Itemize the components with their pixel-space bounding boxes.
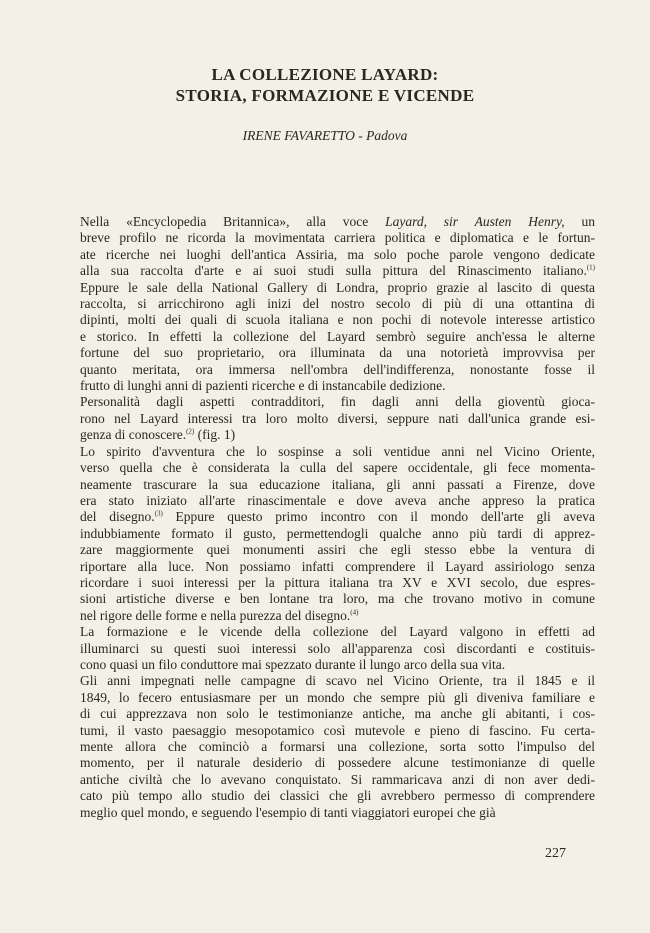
text-line: dipinti, molti dei quali di scuola italiana e non pochi di notevole interesse artistico [80, 312, 595, 328]
text-line: Nella «Encyclopedia Britannica», alla voce Layard, sir Austen Henry, un [80, 214, 595, 229]
text-line: verso quella che è considerata la culla del sapere occidentale, gli fece momenta- [80, 460, 595, 476]
text-line: neamente trascurare la sua educazione italiana, gli anni passati a Firenze, dove [80, 476, 595, 492]
text-line: era stato iniziato all'arte rinascimentale e dove aveva anche appreso la pratica [80, 492, 595, 508]
text-line: meglio quel mondo, e seguendo l'esempio di tanti viaggiatori europei che già [80, 804, 496, 820]
text-line: indubbiamente formato il gusto, permettendogli qualche anno più tardi di apprez- [80, 525, 595, 541]
text-line: mente allora che cominciò a formarsi una collezione, sorta sotto l'impulso del [80, 739, 595, 754]
text-line: zare maggiormente quei monumenti assiri che egli stesso ebbe la ventura di [80, 542, 595, 558]
title-line-2: STORIA, FORMAZIONE E VICENDE [175, 86, 475, 105]
text-line: Personalità dagli aspetti contradditori, fin dagli anni della gioventù gioca- [80, 394, 595, 410]
text-line: quanto meritata, ora immersa nell'ombra dell'indifferenza, nonostante fosse il [80, 361, 595, 377]
footnote-marker: (1) [586, 263, 595, 272]
text-line: ricordare i suoi interessi per la pittura italiana tra XV e XVI secolo, due espres- [80, 574, 595, 590]
text-line: sioni artistiche diverse e ben lontane tra loro, ma che trovano motivo in comune [80, 591, 595, 607]
text-line: rono nel Layard interessi tra loro molto diversi, seppure nati dall'unica grande esi- [80, 410, 595, 426]
article-body [46, 214, 595, 821]
text-line: genza di conoscere.$^{(2)}$ (fig. 1) [80, 427, 236, 443]
title-line-1: LA COLLEZIONE LAYARD: [211, 65, 439, 84]
paragraph [46, 394, 595, 443]
text-line: alla sua raccolta d'arte e ai suoi studi sulla pittura del Rinascimento italiano.$^{(1)}$ [80, 263, 595, 279]
text-line: cono quasi un filo conduttore mai spezzato durante il lungo arco della sua vita. [80, 656, 506, 672]
author-line: IRENE FAVARETTO - Padova [242, 128, 408, 143]
text-line: di cui apprezzava non solo le testimonianze antiche, ma anche gli abitanti, i cos- [80, 706, 595, 722]
footnote-marker: (4) [350, 608, 359, 617]
text-line: La formazione e le vicende della collezione del Layard valgono in effetti ad [80, 624, 595, 640]
text-line: momento, per il naturale desiderio di possedere alcune testimonianze di quelle [80, 755, 595, 771]
text-line: e storico. In effetti la collezione del Layard sembrò seguire anch'essa le alterne [80, 328, 595, 344]
text-line: antiche civiltà che lo avevano conquistato. Si rammaricava anzi di non aver dedi- [80, 771, 595, 787]
paragraph [46, 624, 595, 673]
text-line: riportare alla luce. Non possiamo infatti comprendere il Layard assiriologo senza [80, 558, 595, 574]
text-line: del disegno.$^{(3)}$ Eppure questo primo incontro con il mondo dell'arte gli aveva [80, 509, 595, 525]
footnote-marker: (2) [186, 427, 195, 436]
text-line: nel rigore delle forme e nella purezza del disegno.$^{(4)}$ [80, 607, 359, 623]
text-line: illuminarci su questi suoi interessi solo all'apparenza così discordanti e costituis- [80, 640, 595, 656]
text-line: raccolta, si arricchirono agli inizi del nostro secolo di più di una ottantina di [80, 296, 595, 312]
article-title [0, 64, 650, 106]
text-line: Eppure le sale della National Gallery di Londra, proprio grazie al lascito di questa [80, 279, 595, 295]
text-line: frutto di lunghi anni di pazienti ricerche e di instancabile dedizione. [80, 378, 446, 394]
text-line: fortune del suo proprietario, ora illuminata da una notorietà improvvisa per [80, 345, 595, 361]
text-line: breve profilo ne ricorda la movimentata carriera politica e diplomatica e le fortun- [80, 230, 595, 246]
text-line: cato più tempo allo studio dei classici che gli avrebbero permesso di comprendere [80, 788, 595, 804]
paragraph [46, 214, 595, 394]
text-line: Lo spirito d'avventura che lo sospinse a soli ventidue anni nel Vicino Oriente, [80, 443, 595, 459]
text-line: 1849, lo fecero entusiasmare per un mondo che sempre più gli diveniva familiare e [80, 689, 595, 705]
text-line: tumi, il vasto paesaggio mesopotamico così mutevole e pieno di fascino. Fu certa- [80, 722, 595, 738]
text-line: ate ricerche nei luoghi dell'antica Assiria, ma solo poche parole vengono dedicate [80, 246, 595, 262]
paragraph [46, 673, 595, 821]
paragraph [46, 444, 595, 624]
text-line: Gli anni impegnati nelle campagne di scavo nel Vicino Oriente, tra il 1845 e il [80, 673, 595, 689]
footnote-marker: (3) [154, 509, 163, 518]
page-number: 227 [545, 846, 566, 861]
